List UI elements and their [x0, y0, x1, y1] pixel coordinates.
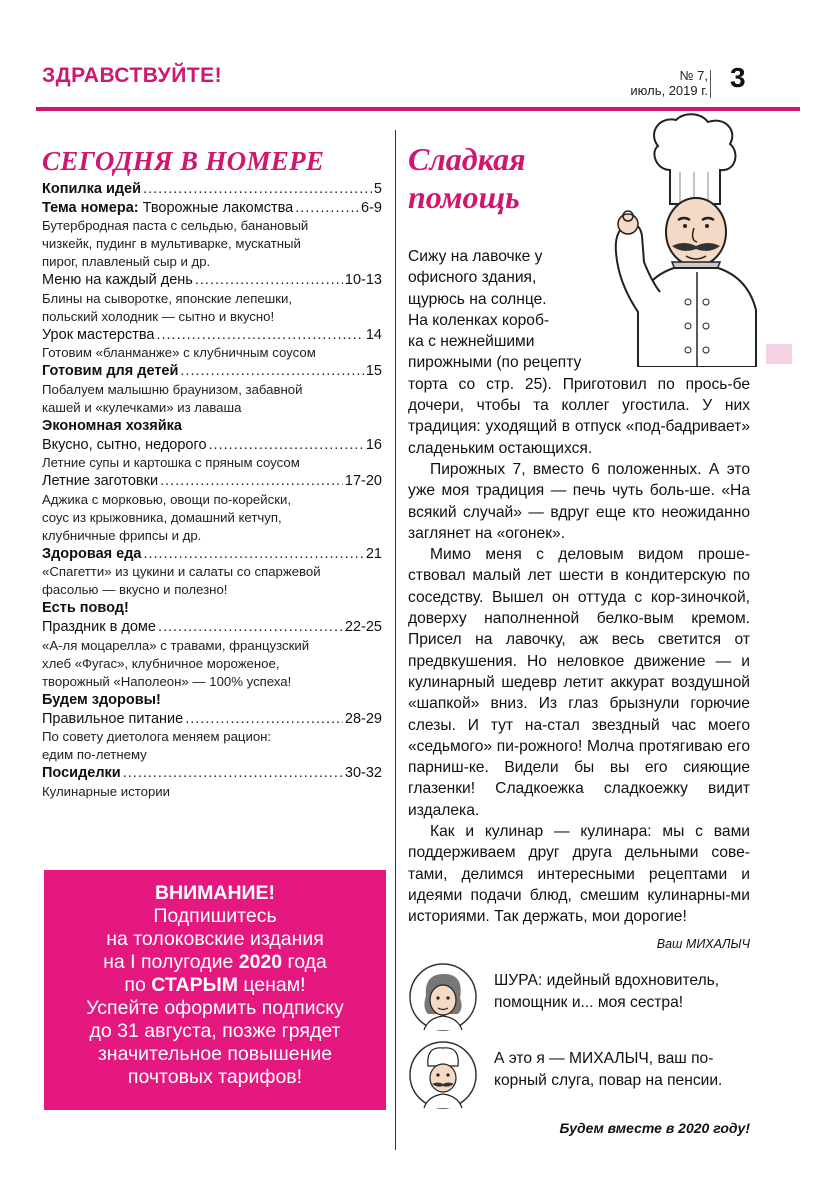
promo-heading: ВНИМАНИЕ!: [154, 882, 276, 904]
toc-leader: [158, 618, 343, 637]
mihalych-caption: А это я — МИХАЛЫЧ, ваш по-корный слуга, повар на пенсии.: [494, 1050, 723, 1089]
toc-entry-desc: творожный «Наполеон» — 100% успеха!: [42, 673, 292, 689]
promo-line: значительное повышение: [97, 1043, 333, 1065]
toc-entry-desc: Готовим «бланманже» с клубничным соусом: [42, 345, 316, 360]
toc-entry[interactable]: [42, 710, 382, 729]
toc-leader: [295, 199, 359, 218]
toc-entry-label: Правильное питание: [42, 710, 184, 727]
toc-entry-label: Посиделки: [42, 765, 121, 781]
toc-entry-page: 21: [365, 545, 382, 562]
toc-entry[interactable]: [42, 199, 382, 218]
shura-portrait-icon: [408, 962, 478, 1032]
toc-entry-desc: «Спагетти» из цукини и салаты со спаржевой: [42, 564, 321, 579]
article-paragraph: Пирожных 7, вместо 6 положенных. А это уже моя традиция — печь чуть боль-ше. «На всякий случай» — вдруг еще кто неожиданно заглянет на «огонек».: [408, 460, 750, 542]
toc-entry-label: Готовим для детей: [42, 363, 179, 379]
toc-entry[interactable]: [42, 472, 382, 491]
toc-entry-desc: Бутербродная паста с сельдью, банановый: [42, 218, 309, 233]
promo-line: до 31 августа, позже грядет: [89, 1020, 341, 1042]
toc-entry-page: 6-9: [361, 199, 382, 216]
issue-number: № 7,: [679, 68, 708, 83]
toc-entry-desc: чизкейк, пудинг в мультиварке, мускатный: [42, 236, 301, 251]
toc-leader: [143, 180, 372, 199]
promo-line: Успейте оформить подписку: [86, 997, 344, 1019]
toc-entry-desc: Аджика с морковью, овощи по-корейски,: [42, 491, 292, 507]
shura-caption: ШУРА: идейный вдохновитель, помощник и... моя сестра!: [494, 972, 720, 1011]
article-body: [408, 246, 750, 928]
article-paragraph: Сижу на лавочке у офисного здания, щурюсь на солнце. На коленках короб- ка с нежнейшими пирожными (по рецепту торта со стр. 25). Приготовил по прось-бе дочери, чтобы та коллег угостила. У них традиция: уходящий в отпуск «под-бадривает» сладеньким остающихся.: [408, 248, 750, 457]
promo-old-prices: СТАРЫМ: [151, 974, 238, 996]
page-number: 3: [730, 62, 746, 93]
promo-line: по СТАРЫМ ценам!: [124, 974, 306, 996]
toc-entry-desc: кашей и «кулечками» из лаваша: [42, 399, 242, 415]
section-title: ЗДРАВСТВУЙТЕ!: [42, 64, 223, 87]
issue-date: июль, 2019 г.: [630, 83, 708, 98]
toc-leader: [195, 271, 343, 290]
toc-entry[interactable]: [42, 436, 382, 455]
subscription-promo: [44, 870, 386, 1110]
toc-entry-page: 10-13: [344, 272, 382, 288]
toc-entry-label: Вкусно, сытно, недорого: [42, 436, 207, 453]
toc-entry-desc: Блины на сыворотке, японские лепешки,: [42, 290, 293, 306]
toc-entry-page: 17-20: [344, 473, 382, 489]
toc-leader: [185, 710, 343, 729]
promo-year: 2020: [238, 951, 283, 973]
toc-entry[interactable]: [42, 362, 382, 381]
toc-leader: [160, 472, 343, 491]
toc-entry-desc: пирог, плавленый сыр и др.: [42, 254, 211, 269]
toc-entry[interactable]: [42, 326, 382, 345]
toc-leader: [209, 436, 364, 455]
issue-info: [630, 68, 708, 98]
promo-line: почтовых тарифов!: [127, 1066, 303, 1088]
toc-entry-desc: польский холодник — сытно и вкусно!: [42, 308, 275, 324]
toc-entry[interactable]: [42, 764, 382, 783]
table-of-contents: [42, 180, 382, 801]
toc-entry-label: Праздник в доме: [42, 619, 156, 635]
toc-entry-page: 14: [365, 326, 382, 343]
toc-entry-desc: Побалуем малышню браунизом, забавной: [42, 381, 303, 397]
issue-separator: [710, 70, 711, 98]
toc-entry-desc: едим по-летнему: [42, 747, 147, 762]
toc-heading: Экономная хозяйка: [42, 417, 182, 434]
toc-leader: [180, 362, 363, 381]
toc-entry-page: 22-25: [344, 619, 382, 635]
toc-entry-sublabel: Творожные лакомства: [142, 199, 294, 216]
character-mihalych: [408, 1040, 758, 1115]
article-title: Сладкая помощь: [408, 141, 526, 215]
character-shura: [408, 962, 758, 1037]
article-paragraph: Как и кулинар — кулинара: мы с вами поддерживаем друг друга дельными сове-тами, делимся интересными рецептами и идеями подачи блюд, смешим кулинарны-ми историями. Так держать, мои дорогие!: [408, 823, 750, 926]
toc-entry-desc: По совету диетолога меняем рацион:: [42, 729, 272, 744]
toc-entry-desc: соус из крыжовника, домашний кетчуп,: [42, 509, 282, 525]
toc-entry-desc: Кулинарные истории: [42, 783, 171, 799]
toc-entry[interactable]: [42, 180, 382, 199]
toc-entry-desc: фасолью — вкусно и полезно!: [42, 582, 228, 597]
promo-line: на I полугодие 2020 года: [103, 951, 327, 973]
toc-entry-label: Урок мастерства: [42, 326, 155, 343]
toc-entry-label: Тема номера:: [42, 199, 139, 216]
toc-entry-label: Меню на каждый день: [42, 272, 193, 288]
toc-leader: [123, 764, 343, 783]
toc-entry-desc: хлеб «Фугас», клубничное мороженое,: [42, 655, 280, 671]
promo-line: на толоковские издания: [106, 928, 324, 950]
article-signature: Ваш МИХАЛЫЧ: [656, 937, 750, 951]
toc-heading: Будем здоровы!: [42, 691, 161, 708]
header-rule: [36, 107, 800, 111]
toc-entry-page: 30-32: [344, 765, 382, 781]
toc-entry-page: 15: [365, 363, 382, 379]
mihalych-portrait-icon: [408, 1040, 478, 1110]
toc-entry-desc: клубничные фрипсы и др.: [42, 527, 202, 543]
contents-title: СЕГОДНЯ В НОМЕРЕ: [42, 146, 325, 176]
toc-entry-label: Здоровая еда: [42, 545, 142, 562]
toc-entry-page: 28-29: [344, 710, 382, 727]
toc-entry-desc: Летние супы и картошка с пряным соусом: [42, 455, 300, 470]
article-paragraph: Мимо меня с деловым видом проше-ствовал малый лет шести в кондитерскую по соседству. Вышел он оттуда с кор-зиночкой, доверху наполненной белко-вым кремом. Присел на лавочку, аж весь светится от предвкушения. Но неловкое движение — и кулинарный шедевр летит аккурат воздушной «шапкой» вниз. Из глаз брызнули горючие слезы. И тут на-стал звездный час моего «седьмого» пи-рожного! Молча протягиваю его парниш-ке. Видели бы вы его сияющие глазенки! Сладкоежка сладкоежку видит издалека.: [408, 546, 750, 819]
promo-line: Подпишитесь: [153, 905, 277, 927]
toc-entry[interactable]: [42, 618, 382, 637]
toc-entry-page: 16: [365, 436, 382, 453]
toc-leader: [156, 326, 363, 345]
toc-entry[interactable]: [42, 545, 382, 564]
toc-entry-label: Летние заготовки: [42, 473, 159, 489]
toc-entry-page: 5: [373, 181, 382, 197]
toc-heading: Есть повод!: [42, 600, 129, 616]
toc-entry-desc: «А-ля моцарелла» с травами, французский: [42, 637, 310, 653]
column-divider: [395, 130, 396, 1150]
toc-entry-label: Копилка идей: [42, 181, 142, 197]
footer-note: Будем вместе в 2020 году!: [559, 1120, 750, 1136]
toc-entry[interactable]: [42, 271, 382, 290]
toc-leader: [143, 545, 363, 564]
